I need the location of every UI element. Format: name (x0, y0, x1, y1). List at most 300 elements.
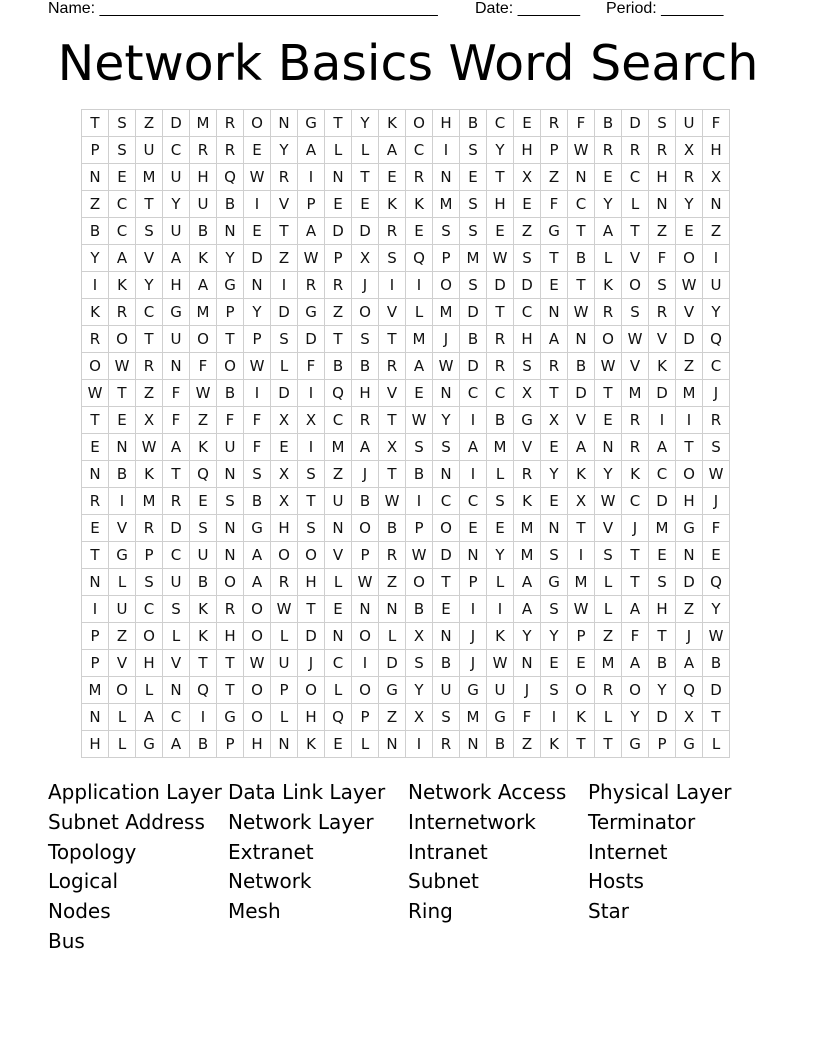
grid-cell: M (568, 569, 595, 596)
grid-cell: C (163, 542, 190, 569)
grid-cell: A (190, 272, 217, 299)
grid-row (82, 110, 730, 137)
grid-cell: P (82, 623, 109, 650)
grid-cell: L (109, 731, 136, 758)
grid-cell: T (622, 542, 649, 569)
word-list-item: Mesh (228, 899, 281, 924)
word-list-item: Application Layer (48, 780, 222, 804)
grid-cell: L (703, 731, 730, 758)
grid-cell: B (406, 596, 433, 623)
grid-cell: B (649, 650, 676, 677)
grid-cell: D (298, 326, 325, 353)
grid-cell: Z (379, 704, 406, 731)
grid-cell: R (217, 137, 244, 164)
grid-cell: Y (703, 596, 730, 623)
grid-row (82, 623, 730, 650)
grid-cell: G (298, 299, 325, 326)
grid-cell: K (298, 731, 325, 758)
grid-cell: U (163, 164, 190, 191)
grid-cell: Q (190, 461, 217, 488)
grid-cell: T (136, 326, 163, 353)
grid-cell: A (163, 731, 190, 758)
grid-cell: B (217, 191, 244, 218)
grid-cell: M (136, 164, 163, 191)
grid-cell: S (298, 461, 325, 488)
grid-cell: T (595, 380, 622, 407)
grid-cell: C (136, 299, 163, 326)
grid-cell: X (271, 461, 298, 488)
grid-cell: S (460, 272, 487, 299)
grid-cell: S (649, 110, 676, 137)
grid-row (82, 407, 730, 434)
grid-cell: J (514, 677, 541, 704)
grid-cell: E (541, 434, 568, 461)
grid-cell: L (325, 569, 352, 596)
grid-cell: Y (244, 299, 271, 326)
grid-cell: K (82, 299, 109, 326)
grid-cell: R (514, 461, 541, 488)
grid-cell: I (460, 596, 487, 623)
grid-cell: T (82, 542, 109, 569)
grid-cell: S (433, 704, 460, 731)
word-list-item: Data Link Layer (228, 780, 386, 804)
grid-cell: R (433, 731, 460, 758)
grid-cell: Y (433, 407, 460, 434)
grid-cell: B (568, 245, 595, 272)
grid-cell: F (244, 434, 271, 461)
grid-cell: X (406, 623, 433, 650)
grid-cell: G (298, 110, 325, 137)
grid-cell: M (190, 110, 217, 137)
grid-cell: N (217, 218, 244, 245)
grid-cell: H (298, 704, 325, 731)
grid-cell: Y (136, 272, 163, 299)
grid-cell: S (487, 488, 514, 515)
grid-cell: T (568, 218, 595, 245)
grid-cell: R (136, 353, 163, 380)
grid-cell: F (703, 110, 730, 137)
grid-cell: B (460, 326, 487, 353)
grid-cell: I (298, 434, 325, 461)
grid-cell: F (622, 623, 649, 650)
grid-cell: M (460, 704, 487, 731)
grid-cell: Q (190, 677, 217, 704)
grid-cell: I (433, 137, 460, 164)
grid-cell: M (136, 488, 163, 515)
grid-cell: I (109, 488, 136, 515)
grid-cell: O (109, 677, 136, 704)
grid-cell: V (568, 407, 595, 434)
grid-cell: T (568, 272, 595, 299)
grid-cell: Z (595, 623, 622, 650)
grid-cell: B (82, 218, 109, 245)
grid-cell: C (703, 353, 730, 380)
grid-cell: R (622, 407, 649, 434)
grid-cell: Q (676, 677, 703, 704)
grid-cell: Z (271, 245, 298, 272)
grid-cell: A (406, 353, 433, 380)
grid-cell: N (703, 191, 730, 218)
grid-cell: J (352, 461, 379, 488)
grid-cell: I (541, 704, 568, 731)
grid-cell: S (136, 218, 163, 245)
grid-cell: S (163, 596, 190, 623)
grid-cell: G (217, 704, 244, 731)
grid-cell: V (163, 650, 190, 677)
grid-cell: P (271, 677, 298, 704)
grid-cell: D (568, 380, 595, 407)
grid-cell: Y (676, 191, 703, 218)
grid-row (82, 164, 730, 191)
grid-cell: W (379, 488, 406, 515)
grid-cell: P (298, 191, 325, 218)
word-list-item: Intranet (408, 839, 488, 864)
grid-cell: E (406, 380, 433, 407)
grid-cell: Y (217, 245, 244, 272)
grid-cell: Z (649, 218, 676, 245)
grid-cell: H (703, 137, 730, 164)
grid-cell: A (514, 596, 541, 623)
grid-cell: I (379, 272, 406, 299)
grid-cell: O (622, 677, 649, 704)
grid-cell: C (109, 191, 136, 218)
grid-cell: O (595, 326, 622, 353)
grid-cell: O (271, 542, 298, 569)
grid-cell: F (163, 380, 190, 407)
grid-cell: E (244, 137, 271, 164)
grid-cell: B (217, 380, 244, 407)
grid-cell: W (298, 245, 325, 272)
grid-cell: N (163, 353, 190, 380)
name-field: Name: ______________________________________ (48, 0, 438, 17)
grid-cell: R (541, 110, 568, 137)
grid-cell: O (244, 677, 271, 704)
grid-cell: Y (595, 461, 622, 488)
grid-cell: N (649, 191, 676, 218)
grid-cell: W (271, 596, 298, 623)
word-list-item: Logical (48, 869, 119, 894)
grid-cell: R (622, 137, 649, 164)
grid-cell: S (460, 137, 487, 164)
word-list-item: Subnet (408, 869, 479, 894)
grid-cell: D (676, 326, 703, 353)
grid-cell: C (487, 380, 514, 407)
grid-cell: H (271, 515, 298, 542)
grid-cell: L (595, 245, 622, 272)
grid-cell: U (703, 272, 730, 299)
grid-cell: J (703, 380, 730, 407)
grid-cell: T (487, 164, 514, 191)
grid-cell: R (271, 569, 298, 596)
grid-cell: Y (271, 137, 298, 164)
grid-cell: B (460, 110, 487, 137)
grid-cell: M (190, 299, 217, 326)
grid-cell: T (703, 704, 730, 731)
word-list-item: Extranet (228, 839, 314, 864)
grid-cell: D (460, 353, 487, 380)
word-list-item: Bus (48, 928, 85, 953)
grid-cell: S (433, 218, 460, 245)
grid-cell: C (460, 488, 487, 515)
grid-cell: B (109, 461, 136, 488)
grid-cell: Y (622, 704, 649, 731)
grid-cell: U (217, 434, 244, 461)
grid-cell: H (487, 191, 514, 218)
grid-cell: C (649, 461, 676, 488)
grid-cell: A (514, 569, 541, 596)
grid-cell: E (487, 218, 514, 245)
grid-cell: S (244, 461, 271, 488)
grid-cell: R (379, 542, 406, 569)
grid-cell: I (244, 380, 271, 407)
grid-row (82, 434, 730, 461)
grid-cell: N (568, 326, 595, 353)
grid-row (82, 650, 730, 677)
word-list-item: Network Layer (228, 809, 374, 834)
grid-cell: L (163, 623, 190, 650)
grid-cell: T (487, 299, 514, 326)
word-list-item: Physical Layer (588, 780, 732, 804)
grid-cell: Z (325, 461, 352, 488)
grid-cell: Y (487, 542, 514, 569)
grid-cell: F (163, 407, 190, 434)
grid-cell: N (82, 164, 109, 191)
grid-cell: E (595, 164, 622, 191)
grid-cell: O (244, 110, 271, 137)
grid-cell: K (109, 272, 136, 299)
grid-cell: U (163, 218, 190, 245)
period-field: Period: _______ (606, 0, 724, 17)
grid-row (82, 353, 730, 380)
grid-cell: Z (676, 596, 703, 623)
grid-cell: R (82, 326, 109, 353)
grid-cell: G (541, 569, 568, 596)
word-list-item: Ring (408, 899, 453, 924)
grid-cell: O (352, 299, 379, 326)
grid-cell: K (136, 461, 163, 488)
grid-cell: T (136, 191, 163, 218)
grid-cell: E (82, 434, 109, 461)
grid-cell: S (433, 434, 460, 461)
grid-cell: E (325, 731, 352, 758)
grid-cell: S (541, 596, 568, 623)
grid-cell: H (136, 650, 163, 677)
grid-cell: T (82, 407, 109, 434)
grid-cell: U (163, 569, 190, 596)
grid-cell: B (244, 488, 271, 515)
grid-cell: D (703, 677, 730, 704)
grid-cell: Q (703, 326, 730, 353)
grid-cell: D (271, 299, 298, 326)
grid-cell: T (163, 461, 190, 488)
grid-cell: E (514, 191, 541, 218)
grid-cell: O (406, 110, 433, 137)
grid-cell: W (487, 245, 514, 272)
grid-row (82, 299, 730, 326)
grid-cell: L (595, 704, 622, 731)
grid-cell: O (676, 245, 703, 272)
grid-cell: G (163, 299, 190, 326)
grid-cell: L (352, 731, 379, 758)
grid-cell: M (676, 380, 703, 407)
grid-cell: S (514, 245, 541, 272)
grid-cell: O (676, 461, 703, 488)
grid-cell: B (487, 407, 514, 434)
grid-cell: G (460, 677, 487, 704)
grid-cell: N (676, 542, 703, 569)
grid-cell: M (622, 380, 649, 407)
grid-cell: F (298, 353, 325, 380)
grid-cell: N (379, 731, 406, 758)
grid-cell: I (244, 191, 271, 218)
grid-cell: T (622, 218, 649, 245)
grid-cell: L (271, 704, 298, 731)
grid-cell: Y (649, 677, 676, 704)
grid-cell: S (541, 677, 568, 704)
grid-cell: R (406, 164, 433, 191)
grid-cell: C (406, 137, 433, 164)
grid-cell: E (460, 515, 487, 542)
grid-cell: W (595, 488, 622, 515)
grid-cell: Y (541, 461, 568, 488)
grid-cell: N (433, 461, 460, 488)
grid-cell: K (622, 461, 649, 488)
grid-cell: Z (514, 218, 541, 245)
grid-cell: L (136, 677, 163, 704)
grid-cell: R (487, 326, 514, 353)
grid-cell: W (82, 380, 109, 407)
grid-cell: C (325, 650, 352, 677)
grid-cell: R (595, 137, 622, 164)
grid-cell: I (649, 407, 676, 434)
grid-cell: C (568, 191, 595, 218)
grid-cell: I (298, 380, 325, 407)
grid-cell: F (649, 245, 676, 272)
grid-cell: E (433, 596, 460, 623)
grid-cell: I (460, 407, 487, 434)
grid-cell: P (82, 650, 109, 677)
grid-cell: T (568, 731, 595, 758)
grid-cell: K (487, 623, 514, 650)
word-list-item: Star (588, 899, 630, 924)
grid-cell: O (433, 515, 460, 542)
grid-cell: O (622, 272, 649, 299)
grid-cell: W (568, 137, 595, 164)
grid-cell: D (676, 569, 703, 596)
grid-cell: R (82, 488, 109, 515)
grid-cell: D (163, 110, 190, 137)
grid-cell: I (406, 731, 433, 758)
grid-cell: W (244, 353, 271, 380)
grid-cell: T (325, 110, 352, 137)
grid-cell: A (568, 434, 595, 461)
grid-cell: E (514, 110, 541, 137)
grid-cell: B (433, 650, 460, 677)
grid-cell: Y (406, 677, 433, 704)
grid-cell: M (487, 434, 514, 461)
grid-cell: A (136, 704, 163, 731)
grid-cell: Q (703, 569, 730, 596)
word-list-item: Terminator (588, 809, 696, 834)
grid-cell: X (676, 704, 703, 731)
grid-cell: S (298, 515, 325, 542)
grid-cell: T (622, 569, 649, 596)
grid-cell: H (244, 731, 271, 758)
grid-cell: P (325, 245, 352, 272)
grid-cell: I (487, 596, 514, 623)
grid-cell: M (82, 677, 109, 704)
grid-cell: O (298, 542, 325, 569)
grid-cell: W (352, 569, 379, 596)
grid-cell: X (568, 488, 595, 515)
grid-cell: L (487, 461, 514, 488)
grid-cell: U (325, 488, 352, 515)
grid-cell: R (379, 218, 406, 245)
grid-cell: G (487, 704, 514, 731)
grid-cell: W (136, 434, 163, 461)
grid-cell: V (622, 245, 649, 272)
grid-cell: W (109, 353, 136, 380)
grid-cell: F (514, 704, 541, 731)
grid-cell: C (163, 704, 190, 731)
grid-cell: O (244, 623, 271, 650)
grid-cell: E (703, 542, 730, 569)
grid-cell: E (649, 542, 676, 569)
grid-cell: L (622, 191, 649, 218)
grid-cell: D (622, 110, 649, 137)
grid-cell: N (379, 596, 406, 623)
grid-cell: V (649, 326, 676, 353)
grid-cell: T (109, 380, 136, 407)
grid-cell: L (595, 596, 622, 623)
grid-cell: R (487, 353, 514, 380)
grid-cell: M (433, 191, 460, 218)
grid-cell: S (514, 353, 541, 380)
grid-cell: P (352, 542, 379, 569)
grid-row (82, 515, 730, 542)
grid-cell: R (109, 299, 136, 326)
grid-cell: M (595, 650, 622, 677)
grid-cell: N (541, 299, 568, 326)
grid-cell: D (352, 218, 379, 245)
word-list-item: Topology (48, 839, 137, 864)
grid-cell: T (649, 623, 676, 650)
word-search-grid (81, 109, 730, 758)
grid-cell: H (649, 596, 676, 623)
grid-cell: F (703, 515, 730, 542)
grid-cell: K (568, 704, 595, 731)
grid-cell: B (595, 110, 622, 137)
grid-cell: K (514, 488, 541, 515)
grid-cell: L (595, 569, 622, 596)
grid-cell: T (379, 407, 406, 434)
grid-cell: Y (352, 110, 379, 137)
grid-cell: S (595, 542, 622, 569)
grid-cell: C (136, 596, 163, 623)
grid-cell: O (433, 272, 460, 299)
grid-cell: E (325, 191, 352, 218)
grid-cell: F (244, 407, 271, 434)
grid-cell: R (595, 677, 622, 704)
grid-cell: Y (514, 623, 541, 650)
grid-cell: X (541, 407, 568, 434)
grid-cell: A (379, 137, 406, 164)
grid-cell: V (379, 380, 406, 407)
grid-cell: T (325, 326, 352, 353)
grid-cell: B (190, 569, 217, 596)
grid-cell: P (217, 731, 244, 758)
grid-cell: R (163, 488, 190, 515)
